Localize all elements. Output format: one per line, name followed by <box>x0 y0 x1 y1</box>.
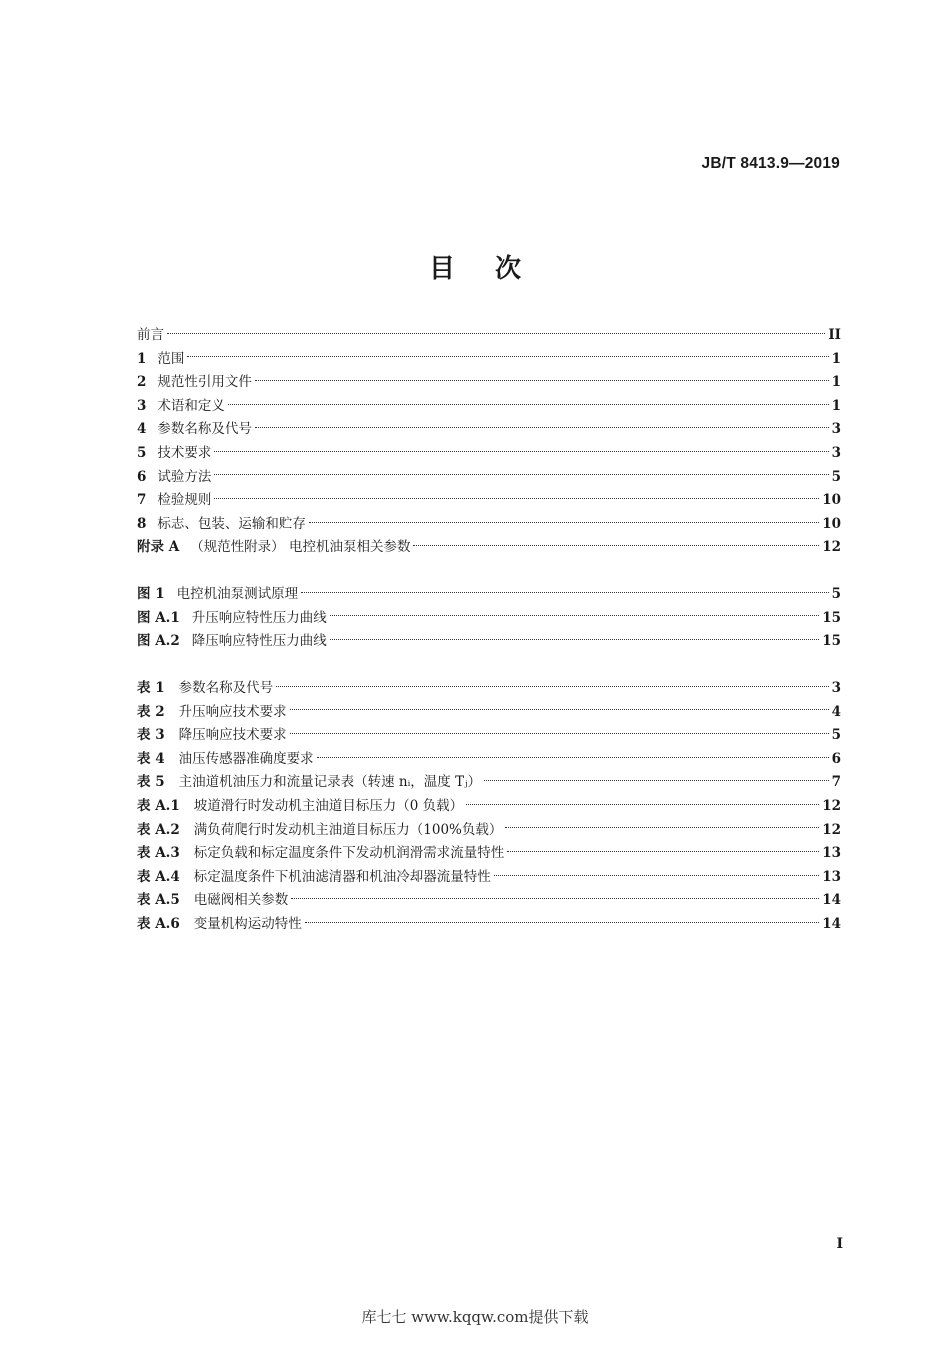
toc-entry-title: 参数名称及代号 <box>178 680 274 696</box>
toc-entry-number: 表 5 <box>137 774 165 791</box>
toc-entry-title: 检验规则 <box>157 492 212 509</box>
dot-leader <box>301 591 829 593</box>
toc-entry[interactable] <box>137 677 841 701</box>
dot-leader <box>305 921 819 923</box>
toc-entry[interactable] <box>137 630 841 654</box>
toc-entry-number: 表 A.6 <box>137 915 180 932</box>
toc-entry[interactable] <box>137 324 841 348</box>
toc-entry-number: 图 A.1 <box>137 609 180 626</box>
toc-entry-title: 试验方法 <box>157 468 212 485</box>
toc-entry[interactable] <box>137 866 841 890</box>
toc-entry-page: 1 <box>831 350 841 367</box>
toc-entry-page: 6 <box>831 750 841 767</box>
toc-entry-title: 油压传感器准确度要求 <box>178 750 314 767</box>
toc-entry[interactable] <box>137 371 841 395</box>
dot-leader <box>290 708 829 710</box>
toc-entry-page: 14 <box>822 892 841 909</box>
toc-entry-page: 5 <box>831 727 841 744</box>
toc-entry[interactable] <box>137 442 841 466</box>
toc-entry-page: 13 <box>822 845 841 862</box>
dot-leader <box>309 521 819 523</box>
toc-entry-number: 表 A.4 <box>137 868 180 885</box>
toc-entry[interactable] <box>137 513 841 537</box>
toc-entry-number: 表 1 <box>137 680 165 696</box>
toc-figures <box>137 583 841 654</box>
toc-entry[interactable] <box>137 607 841 631</box>
toc-entry-page: 1 <box>831 374 841 391</box>
toc-entry-page: 14 <box>822 915 841 932</box>
toc-entry[interactable] <box>137 466 841 490</box>
toc-entry-title: 变量机构运动特性 <box>193 915 302 932</box>
toc-entry[interactable] <box>137 348 841 372</box>
toc-entry-page: 5 <box>831 586 841 602</box>
dot-leader <box>276 685 829 687</box>
dot-leader <box>167 332 825 334</box>
dot-leader <box>466 803 819 805</box>
toc-entry-title: 降压响应特性压力曲线 <box>191 633 327 650</box>
toc-sections <box>137 324 841 560</box>
toc-entry-page: 15 <box>822 633 841 650</box>
toc-entry[interactable] <box>137 795 841 819</box>
download-footer: 库七七 www.kqqw.com提供下载 <box>361 1308 589 1326</box>
toc-entry-page: 12 <box>822 821 841 838</box>
toc-entry[interactable] <box>137 889 841 913</box>
toc-entry-number: 图 1 <box>137 586 165 602</box>
toc-entry-page: 12 <box>822 539 841 556</box>
toc-entry-page: 3 <box>831 680 841 696</box>
toc-entry-title: 标定负载和标定温度条件下发动机润滑需求流量特性 <box>193 845 505 862</box>
dot-leader <box>317 756 829 758</box>
toc-entry-page: 3 <box>831 421 841 438</box>
toc-entry-number: 表 A.3 <box>137 845 180 862</box>
toc-entry-page: 3 <box>831 444 841 461</box>
dot-leader <box>291 897 819 899</box>
toc-entry-page: 15 <box>822 609 841 626</box>
dot-leader <box>187 355 828 357</box>
toc-entry-title: 术语和定义 <box>157 397 225 414</box>
toc-entry-page: 1 <box>831 397 841 414</box>
toc-entry[interactable] <box>137 489 841 513</box>
dot-leader <box>255 379 829 381</box>
toc-entry-title: 标定温度条件下机油滤清器和机油冷却器流量特性 <box>193 868 491 885</box>
toc-entry-title: 电控机油泵测试原理 <box>176 586 299 602</box>
toc-entry[interactable] <box>137 842 841 866</box>
toc-entry[interactable] <box>137 418 841 442</box>
toc-entry[interactable] <box>137 583 841 607</box>
toc-entry-number: 表 A.5 <box>137 892 180 909</box>
toc-entry-title: 坡道滑行时发动机主油道目标压力（0 负载） <box>193 797 464 814</box>
toc-entry-page: 12 <box>822 797 841 814</box>
toc-entry-number: 图 A.2 <box>137 633 180 650</box>
toc-entry-title: （规范性附录） 电控机油泵相关参数 <box>190 539 411 556</box>
dot-leader <box>413 544 819 546</box>
toc-entry-number: 4 <box>137 421 147 438</box>
toc-entry-page: 7 <box>831 774 841 791</box>
standard-number: JB/T 8413.9—2019 <box>701 155 840 172</box>
toc-entry-number: 附录 A <box>137 539 180 556</box>
toc-entry[interactable] <box>137 771 841 795</box>
toc-entry-number: 2 <box>137 374 147 391</box>
dot-leader <box>290 732 829 734</box>
dot-leader <box>214 473 828 475</box>
toc-entry[interactable] <box>137 536 841 560</box>
dot-leader <box>505 826 819 828</box>
toc-entry-title: 范围 <box>157 350 185 367</box>
dot-leader <box>255 426 829 428</box>
toc-entry-page: 10 <box>822 515 841 532</box>
toc-entry[interactable] <box>137 913 841 937</box>
toc-entry-title: 技术要求 <box>157 444 212 461</box>
toc-entry-title: 满负荷爬行时发动机主油道目标压力（100%负载） <box>193 821 503 838</box>
toc-entry[interactable] <box>137 724 841 748</box>
toc-entry-number: 表 4 <box>137 750 165 767</box>
toc-entry-number: 7 <box>137 492 147 509</box>
dot-leader <box>507 850 819 852</box>
toc-entry-title: 升压响应特性压力曲线 <box>191 609 327 626</box>
dot-leader <box>214 450 828 452</box>
toc-entry-title: 标志、包装、运输和贮存 <box>157 515 306 532</box>
toc-entry-number: 表 3 <box>137 727 165 744</box>
dot-leader <box>330 614 819 616</box>
dot-leader <box>214 497 819 499</box>
toc-entry-page: II <box>828 327 841 343</box>
toc-tables <box>137 677 841 937</box>
toc-entry-page: 10 <box>822 492 841 509</box>
dot-leader <box>494 874 819 876</box>
toc-entry-page: 13 <box>822 868 841 885</box>
toc-entry-title: 主油道机油压力和流量记录表（转速 nᵢ，温度 Tⱼ） <box>178 774 482 791</box>
toc-entry-title: 升压响应技术要求 <box>178 703 287 720</box>
page-title: 目次 <box>428 254 561 284</box>
toc-entry[interactable] <box>137 701 841 725</box>
toc-entry-number: 8 <box>137 515 147 532</box>
toc-entry-number: 表 A.1 <box>137 797 180 814</box>
toc-entry-title: 电磁阀相关参数 <box>193 892 289 909</box>
toc-entry-page: 5 <box>831 468 841 485</box>
toc-entry-number: 1 <box>137 350 147 367</box>
toc-entry-page: 4 <box>831 703 841 720</box>
toc-entry[interactable] <box>137 748 841 772</box>
toc-entry[interactable] <box>137 819 841 843</box>
toc-entry[interactable] <box>137 395 841 419</box>
toc-entry-title: 规范性引用文件 <box>157 374 252 391</box>
dot-leader <box>330 638 819 640</box>
toc-entry-title: 参数名称及代号 <box>157 421 252 438</box>
toc-entry-number: 5 <box>137 444 147 461</box>
toc-entry-number: 表 2 <box>137 703 165 720</box>
toc-entry-title: 降压响应技术要求 <box>178 727 287 744</box>
toc-entry-number: 3 <box>137 397 147 414</box>
page-number: I <box>836 1236 843 1252</box>
toc-entry-title: 前言 <box>137 327 164 343</box>
dot-leader <box>228 403 829 405</box>
dot-leader <box>484 779 828 781</box>
toc-entry-number: 6 <box>137 468 147 485</box>
toc-entry-number: 表 A.2 <box>137 821 180 838</box>
